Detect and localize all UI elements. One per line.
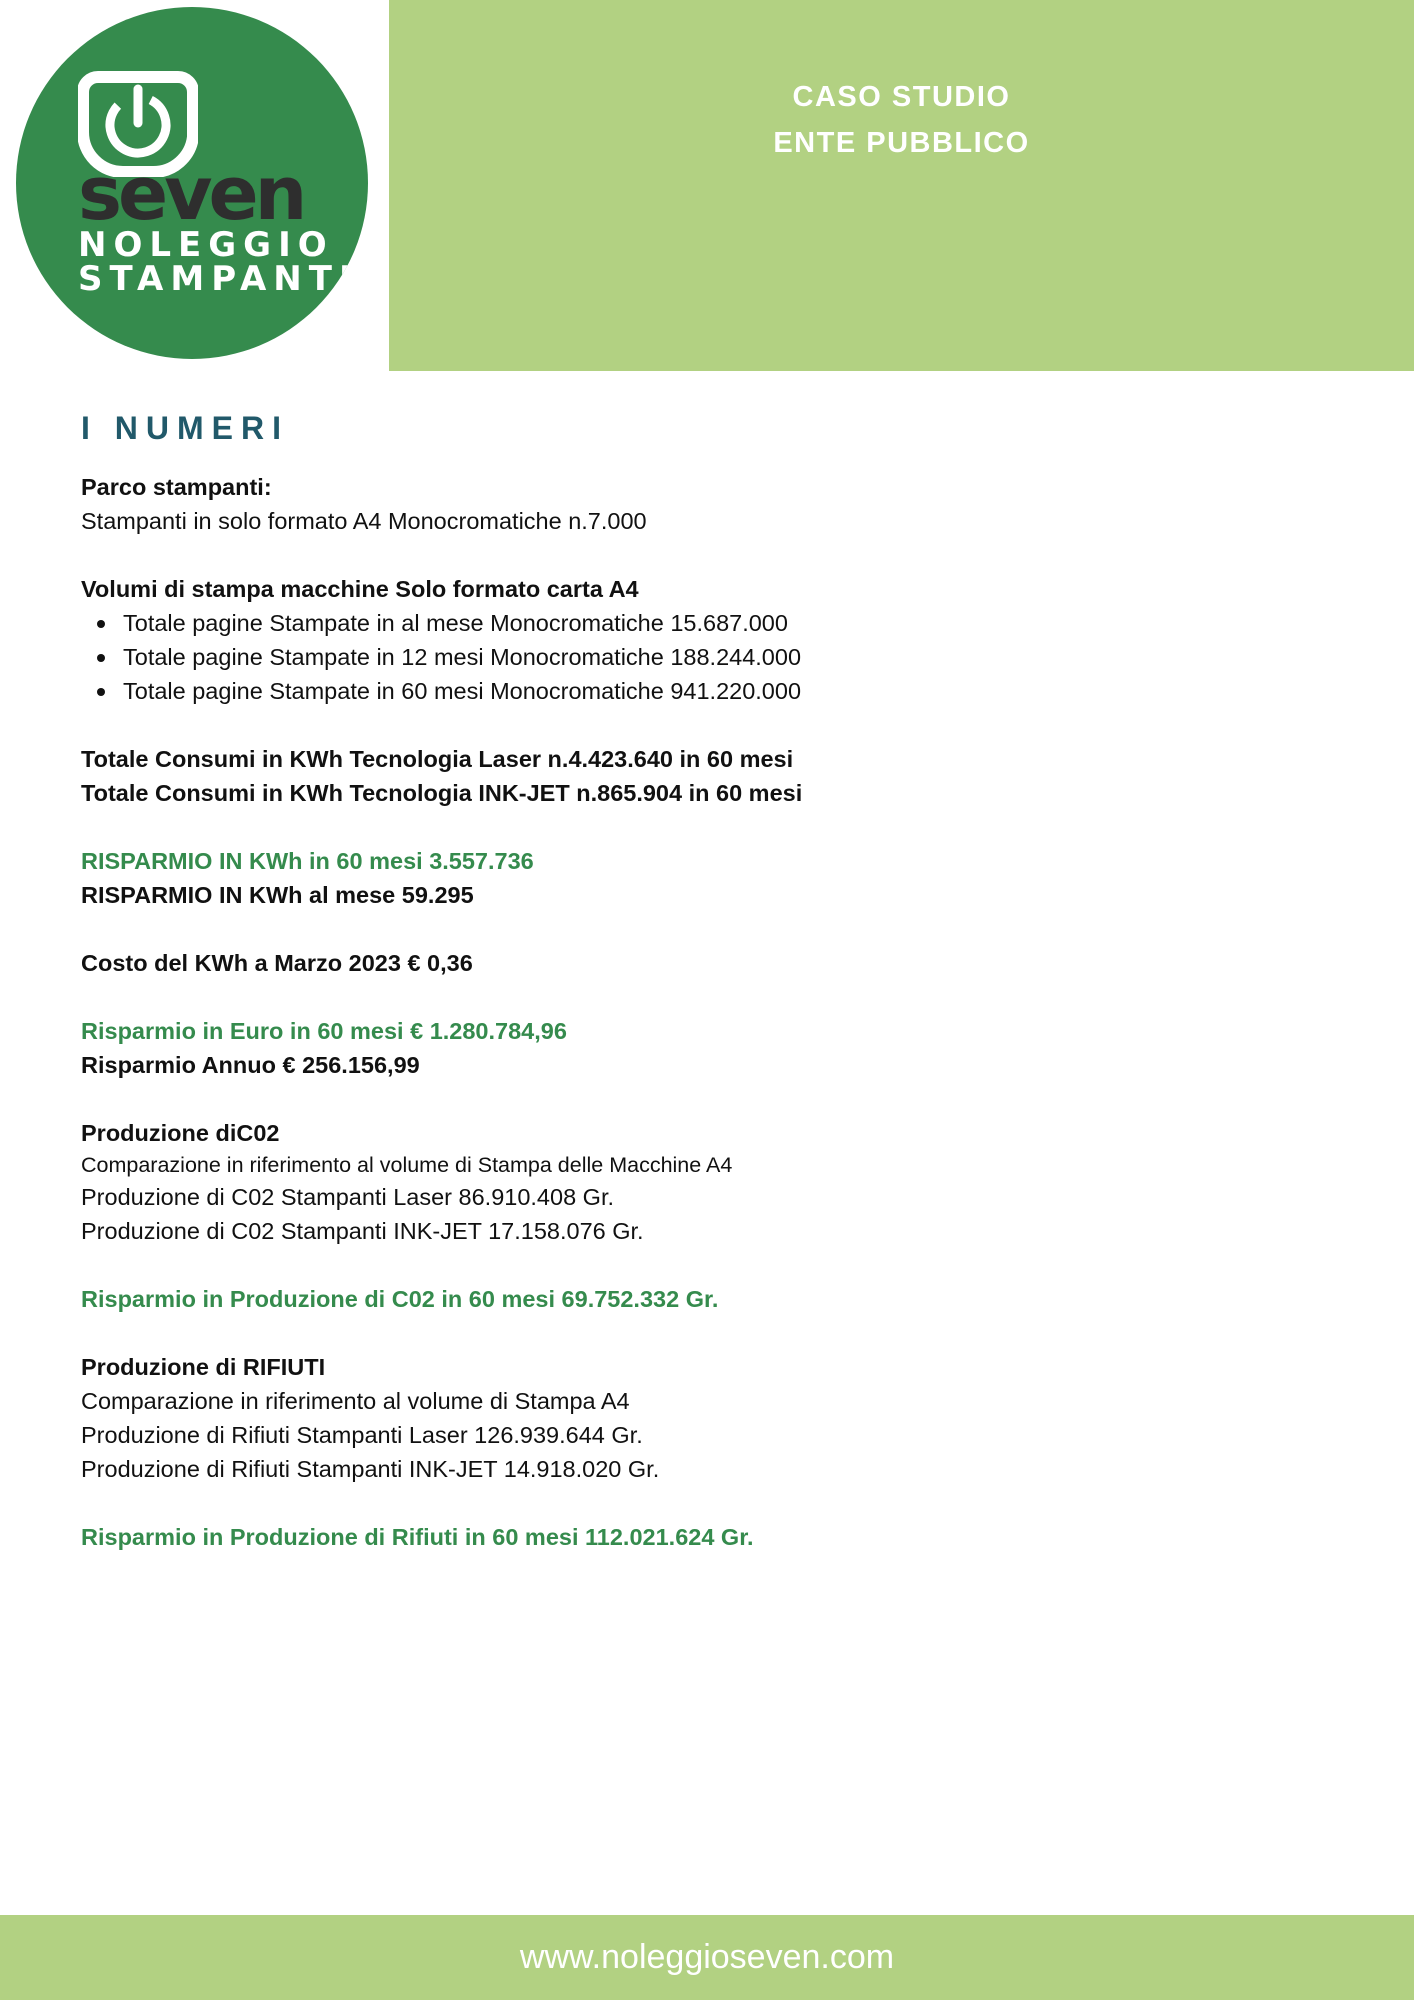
volumi-heading: Volumi di stampa macchine Solo formato carta A4 xyxy=(81,576,639,602)
co2-savings: Risparmio in Produzione di C02 in 60 mesi 69.752.332 Gr. xyxy=(81,1286,719,1312)
co2-heading: Produzione diC02 xyxy=(81,1120,280,1146)
logo xyxy=(16,7,368,359)
rifiuti-note: Comparazione in riferimento al volume di Stampa A4 xyxy=(81,1388,630,1414)
rifiuti-laser: Produzione di Rifiuti Stampanti Laser 126.939.644 Gr. xyxy=(81,1422,643,1448)
parco-heading: Parco stampanti: xyxy=(81,474,272,500)
header-title-line1: CASO STUDIO xyxy=(792,81,1011,113)
header-band xyxy=(389,0,1414,371)
risparmio-kwh-monthly: RISPARMIO IN KWh al mese 59.295 xyxy=(81,882,474,908)
rifiuti-savings: Risparmio in Produzione di Rifiuti in 60 mesi 112.021.624 Gr. xyxy=(81,1524,754,1550)
logo-line2: STAMPANTI xyxy=(78,259,359,299)
co2-note: Comparazione in riferimento al volume di Stampa delle Macchine A4 xyxy=(81,1153,733,1177)
content xyxy=(81,470,1281,1554)
header-title-line2: ENTE PUBBLICO xyxy=(773,127,1030,159)
costo-kwh: Costo del KWh a Marzo 2023 € 0,36 xyxy=(81,950,473,976)
list-item: Totale pagine Stampate in al mese Monocromatiche 15.687.000 xyxy=(123,606,1281,640)
risparmio-euro-total: Risparmio in Euro in 60 mesi € 1.280.784,96 xyxy=(81,1018,567,1044)
footer-url-link[interactable]: www.noleggioseven.com xyxy=(519,1938,895,1976)
risparmio-euro-annual: Risparmio Annuo € 256.156,99 xyxy=(81,1052,420,1078)
logo-word: seven xyxy=(78,157,304,237)
consumi-laser: Totale Consumi in KWh Tecnologia Laser n.4.423.640 in 60 mesi xyxy=(81,746,794,772)
list-item: Totale pagine Stampate in 60 mesi Monocromatiche 941.220.000 xyxy=(123,674,1281,708)
logo-line1: NOLEGGIO xyxy=(78,225,334,265)
risparmio-kwh-total: RISPARMIO IN KWh in 60 mesi 3.557.736 xyxy=(81,848,534,874)
parco-line: Stampanti in solo formato A4 Monocromatiche n.7.000 xyxy=(81,508,647,534)
rifiuti-heading: Produzione di RIFIUTI xyxy=(81,1354,326,1380)
header-title xyxy=(389,74,1414,166)
list-item: Totale pagine Stampate in 12 mesi Monocromatiche 188.244.000 xyxy=(123,640,1281,674)
co2-laser: Produzione di C02 Stampanti Laser 86.910.408 Gr. xyxy=(81,1184,615,1210)
rifiuti-inkjet: Produzione di Rifiuti Stampanti INK-JET 14.918.020 Gr. xyxy=(81,1456,660,1482)
footer xyxy=(0,1915,1414,2000)
co2-inkjet: Produzione di C02 Stampanti INK-JET 17.158.076 Gr. xyxy=(81,1218,644,1244)
consumi-inkjet: Totale Consumi in KWh Tecnologia INK-JET n.865.904 in 60 mesi xyxy=(81,780,803,806)
volumi-list xyxy=(81,606,1281,708)
section-title: I NUMERI xyxy=(81,410,289,446)
